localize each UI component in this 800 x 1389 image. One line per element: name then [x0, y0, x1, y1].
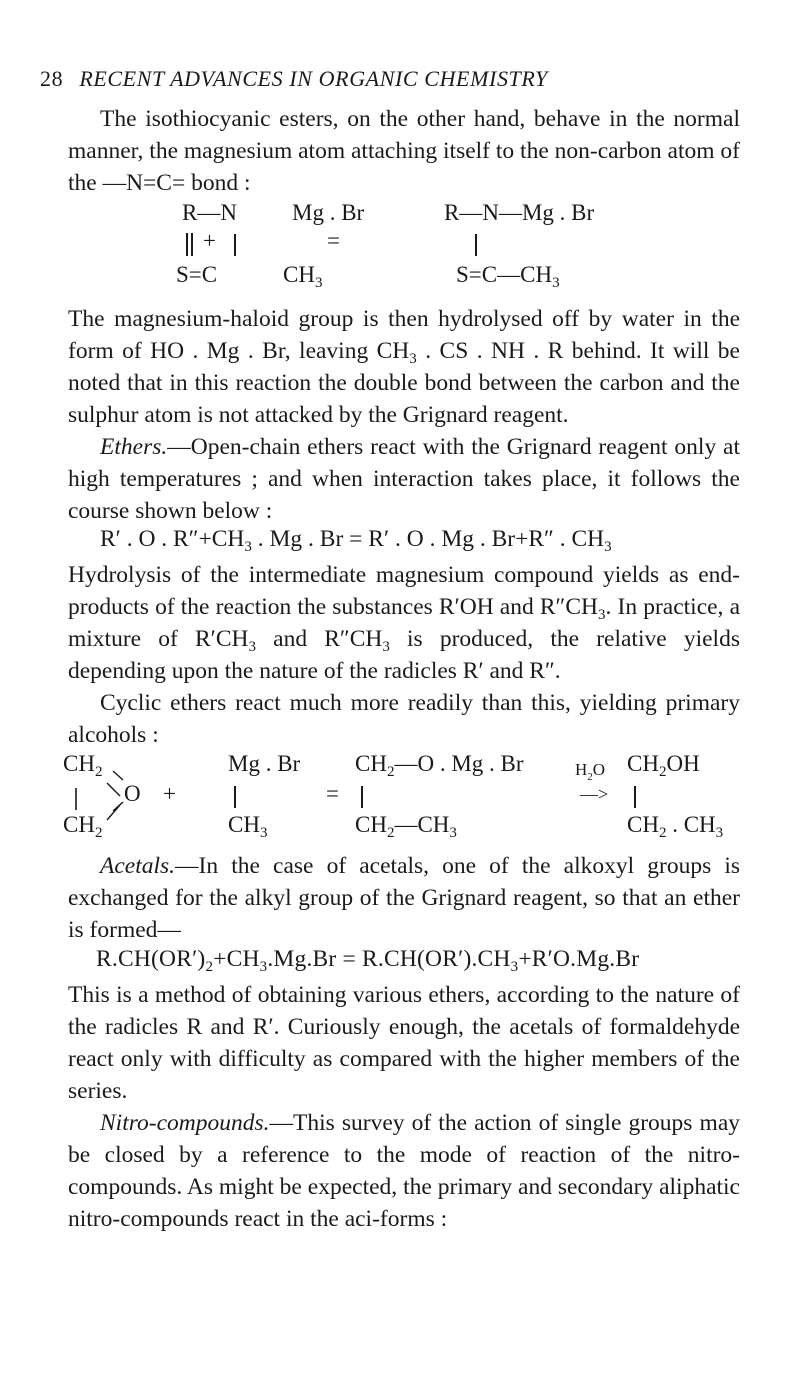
scheme1-ch3: $CH_3$ [283, 262, 323, 291]
paragraph-cyclic-ethers: Cyclic ethers react much more readily than this, yielding primary alcohols : [68, 690, 740, 748]
double-bond-line-2 [191, 233, 193, 256]
intermediate-top: $CH_2—O$ . Mg . Br [355, 751, 524, 780]
scheme1-mgbr: Mg . Br [292, 200, 365, 225]
reaction-arrow: —> [580, 784, 609, 804]
scheme1-product-top: R—N—Mg . Br [444, 200, 595, 225]
paragraph-hydrolysis: The magnesium-haloid group is then hydrolysed off by water in the form of HO . Mg . Br, leaving $CH_3$ . CS . NH . R behind. It will be noted that in this reaction the double bond between the carbon and the sulphur atom is not attacked by the Grignard reagent. [68, 306, 740, 428]
product-bond [634, 786, 636, 808]
section-heading-ethers: Ethers. [100, 434, 168, 460]
section-heading-acetals: Acetals. [100, 853, 176, 879]
single-bond-reagent [234, 234, 236, 256]
intermediate-bond [361, 786, 363, 808]
section-heading-nitro: Nitro-compounds. [100, 1110, 270, 1136]
paragraph-isothiocyanic: The isothiocyanic esters, on the other hand, behave in the normal manner, the magnesium atom attaching itself to the non-carbon atom of the —N=C= bond : [68, 106, 740, 196]
equation-acetals: $R.CH(OR')_2+CH_3.Mg.Br = R.CH(OR').CH_3+R'O.Mg.Br$ [96, 946, 640, 975]
reagent-bond [234, 786, 236, 808]
ring-ch2-bottom: $CH_2$ [63, 812, 103, 841]
water-label: $H_2O$ [575, 760, 606, 783]
paragraph-nitro: Nitro-compounds.—This survey of the action of single groups may be closed by a reference to the mode of reaction of the nitro-compounds. As might be expected, the primary and secondary aliphatic nitro-compounds react in the aci-forms : [68, 1110, 740, 1232]
scheme1-sc: S=C [176, 262, 218, 287]
paragraph-acetals: Acetals.—In the case of acetals, one of the alkoxyl groups is exchanged for the alkyl group of the Grignard reagent, so that an ether is formed— [68, 853, 740, 943]
scheme1-rn: R—N [182, 200, 237, 225]
scheme1-equals: = [327, 228, 340, 253]
scheme1-product-bottom: $S=C—CH_3$ [456, 262, 560, 291]
paragraph-method: This is a method of obtaining various ethers, according to the nature of the radicles R and R′. Curiously enough, the acetals of formaldehyde react only with difficulty as compared with the higher members of the series. [68, 982, 740, 1104]
paragraph-hydrolysis-products: Hydrolysis of the intermediate magnesium compound yields as end-products of the reaction the substances R′OH and $R''CH_3$. In practice, a mixture of $R'CH_3$ and $R''CH_3$ is produced, the relative yields depending upon the nature of the radicles R′ and R″. [68, 562, 740, 684]
paragraph-ethers: Ethers.—Open-chain ethers react with the Grignard reagent only at high temperatures ; and when interaction takes place, it follows the course shown below : [68, 434, 740, 524]
reagent-mgbr: Mg . Br [228, 751, 301, 776]
reagent-ch3: $CH_3$ [228, 812, 268, 841]
equation-open-chain-ethers: R′ . O . $R''+CH_3$ . Mg . Br = R′ . O . Mg . Br+R″ . $CH_3$ [100, 526, 612, 555]
ring-ch2-top: $CH_2$ [63, 751, 103, 780]
ring-oxygen: O [124, 781, 141, 806]
page-number: 28 [40, 66, 64, 91]
product-ch2oh: $CH_2OH$ [627, 751, 700, 780]
running-title: RECENT ADVANCES IN ORGANIC CHEMISTRY [79, 66, 548, 91]
product-ethyl: $CH_2$ . $CH_3$ [627, 812, 724, 841]
scheme1-plus: + [203, 228, 216, 253]
single-bond-product [475, 234, 477, 256]
page-header [40, 66, 548, 92]
scheme2-equals: = [326, 781, 339, 806]
intermediate-bottom: $CH_2—CH_3$ [355, 812, 457, 841]
double-bond-line-1 [186, 233, 188, 256]
scheme2-plus: + [163, 781, 176, 806]
